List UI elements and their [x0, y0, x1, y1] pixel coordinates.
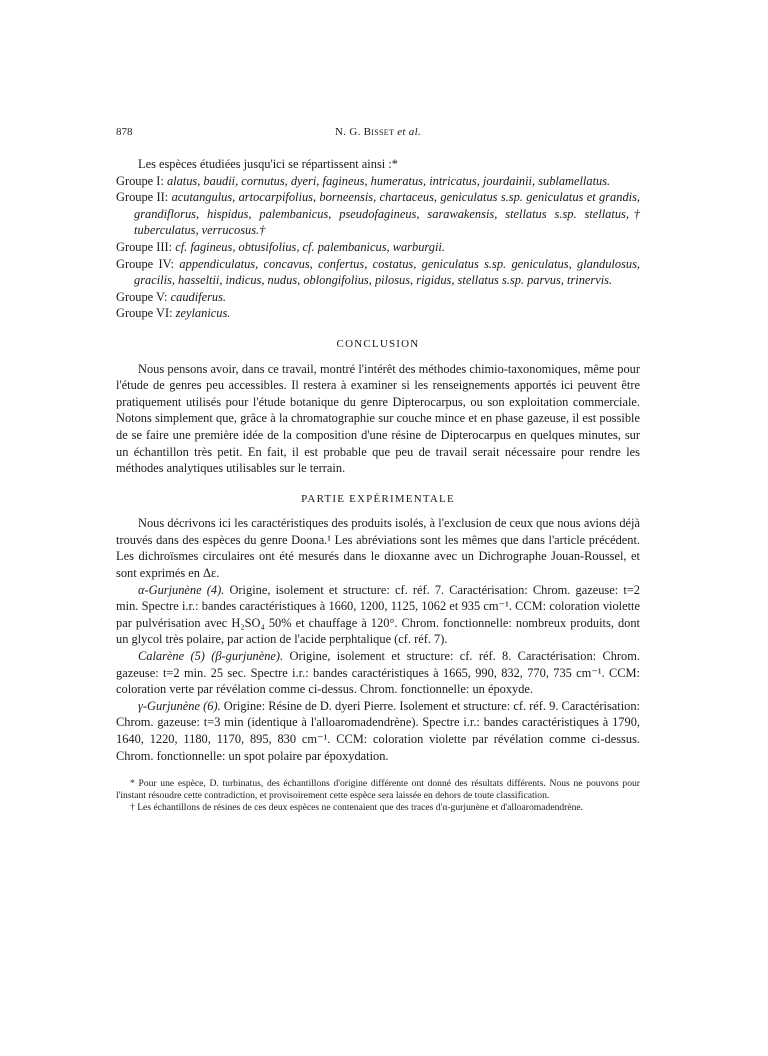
footnote: † Les échantillons de résines de ces deux espèces ne contenaient que des traces d'α-gurjunène et d'alloaromadendrène.	[130, 802, 584, 814]
compound-name: Calarène (5) (β-gurjunène).	[138, 649, 284, 664]
running-head	[116, 126, 640, 144]
compound-description: Origine, isolement et structure: cf. réf. 7. Caractérisation: Chrom. gazeuse: t=2 min. Spectre i.r.: bandes caractéristiques à 1660, 1200, 1125, 1062 et 935 cm⁻¹. CCM: coloration violette par pulvérisation avec H₂SO₄ 50% et chauffage à 120°. Chrom. fonctionnelle: nombreux produits, dont un glycol très polaire, par action de l'acide perphtalique (cf. réf. 7).	[116, 582, 640, 647]
group-species: appendiculatus, concavus, confertus, costatus, geniculatus s.sp. geniculatus, glandulosus, gracilis, hasseltii, indicus, nudus, oblongifolius, pilosus, rigidus, stellatus s.sp. parvus, trinervis.	[134, 256, 640, 288]
group-label: Groupe II:	[116, 190, 169, 205]
author-line	[116, 126, 640, 138]
journal-page	[116, 126, 640, 814]
author-name: N. G. Bisset	[334, 126, 395, 138]
page-number: 878	[116, 126, 133, 138]
group-species: alatus, baudii, cornutus, dyeri, fagineus, humeratus, intricatus, jourdainii, sublamellatus.	[166, 173, 611, 188]
group-label: Groupe VI:	[116, 306, 173, 321]
group-species: acutangulus, artocarpifolius, borneensis, chartaceus, geniculatus s.sp. geniculatus et grandis, grandiflorus, hispidus, palembanicus, pseudofagineus, sarawakensis, stellatus s.sp. stellatus,† tuberculatus, verrucosus.†	[134, 190, 640, 238]
group-item	[116, 189, 640, 239]
footnote: * Pour une espèce, D. turbinatus, des échantillons d'origine différente ont donné des résultats différents. Nous ne pouvons pour l'instant résoudre cette contradiction, et provisoirement cette espèce sera laissée en dehors de toute classification.	[116, 778, 640, 802]
compound-entry	[116, 582, 640, 648]
compound-entry	[116, 648, 640, 698]
author-suffix: et al.	[397, 126, 422, 138]
group-item	[116, 256, 640, 289]
group-item	[116, 289, 640, 306]
compound-name: γ-Gurjunène (6).	[138, 698, 221, 713]
conclusion-paragraph: Nous pensons avoir, dans ce travail, montré l'intérêt des méthodes chimio-taxonomiques, même pour l'étude de genres peu accessibles. Il restera à examiner si les renseignements apportés ici peuvent être pratiquement utilisés pour l'étude botanique du genre Dipterocarpus, ou son exploitation commerciale. Notons simplement que, grâce à la chromatographie sur couche mince et en phase gazeuse, il est possible de se faire une première idée de la composition d'une résine de Dipterocarpus en quelques minutes, sur un échantillon très petit. En fait, il est probable que peu de travail serait nécessaire pour rendre les méthodes analytiques utilisables sur le terrain.	[116, 361, 640, 476]
group-item	[116, 173, 640, 190]
group-label: Groupe IV:	[116, 256, 175, 271]
group-item	[116, 239, 640, 256]
experimental-heading: PARTIE EXPÉRIMENTALE	[301, 492, 455, 505]
compound-description: Origine: Résine de D. dyeri Pierre. Isolement et structure: cf. réf. 9. Caractérisation: Chrom. gazeuse: t=3 min (identique à l'alloaromadendrène). Spectre i.r.: bandes caractéristiques à 1790, 1640, 1220, 1180, 1170, 895, 830 cm⁻¹. CCM: coloration violette par révélation comme ci-dessus. Chrom. fonctionnelle: un spot polaire par époxydation.	[116, 698, 640, 763]
group-item	[116, 305, 640, 322]
species-groups	[116, 173, 640, 322]
compound-description: Origine, isolement et structure: cf. réf. 8. Caractérisation: Chrom. gazeuse: t=2 min. 25 sec. Spectre i.r.: bandes caractéristiques à 1665, 990, 832, 770, 735 cm⁻¹. CCM: coloration verte par révélation comme ci-dessus. Chrom. fonctionnelle: un époxyde.	[116, 649, 640, 697]
conclusion-heading: CONCLUSION	[336, 337, 420, 350]
compound-entry	[116, 698, 640, 764]
experimental-intro: Nous décrivons ici les caractéristiques des produits isolés, à l'exclusion de ceux que nous avions déjà trouvés dans des espèces du genre Doona.¹ Les abréviations sont les mêmes que dans l'article précédent. Les dichroïsmes circulaires ont été mesurés dans le dioxanne avec un Dichrographe Jouan-Roussel, et sont exprimés en Δε.	[116, 516, 640, 581]
group-label: Groupe V:	[116, 289, 168, 304]
group-label: Groupe I:	[116, 173, 164, 188]
compound-name: α-Gurjunène (4).	[138, 582, 225, 597]
footnotes	[116, 778, 640, 814]
intro-paragraph: Les espèces étudiées jusqu'ici se répartissent ainsi :*	[138, 157, 398, 171]
group-label: Groupe III:	[116, 239, 173, 254]
group-species: cf. fagineus, obtusifolius, cf. palembanicus, warburgii.	[175, 239, 445, 254]
group-species: caudiferus.	[170, 289, 227, 304]
article-body	[116, 156, 640, 814]
group-species: zeylanicus.	[175, 306, 231, 321]
